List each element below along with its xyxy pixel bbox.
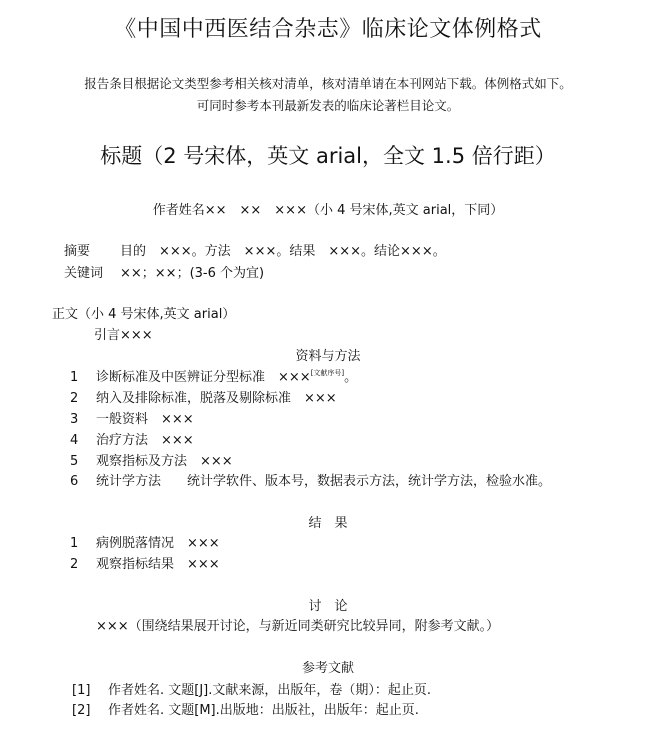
item-text: 纳入及排除标准，脱落及剔除标准 ××× <box>96 391 337 406</box>
intro-line-1: 报告条目根据论文类型参考相关核对清单，核对清单请在本刊网站下载。体例格式如下。 <box>84 76 572 91</box>
item-number: 4 <box>70 433 79 448</box>
reference-text: 作者姓名. 文题[J].文献来源，出版年，卷（期）：起止页. <box>108 683 432 698</box>
item-text: 一般资料 ××× <box>96 412 194 427</box>
item-text: 病例脱落情况 ××× <box>96 536 220 551</box>
preface-text: 引言××× <box>94 328 153 343</box>
discussion-heading: 讨 论 <box>308 599 348 614</box>
reference-number: [1] <box>72 683 91 698</box>
item-text: 诊断标准及中医辨证分型标准 ××× <box>96 370 311 385</box>
list-item <box>70 429 194 448</box>
list-item <box>70 366 357 385</box>
author-line: 作者姓名×× ×× ×××（小 4 号宋体,英文 arial，下同） <box>152 203 504 218</box>
intro-line-2: 可同时参考本刊最新发表的临床论著栏目论文。 <box>196 98 460 113</box>
body-label: 正文（小 4 号宋体,英文 arial） <box>52 307 236 322</box>
item-text: 治疗方法 ××× <box>96 433 194 448</box>
item-tail: 。 <box>344 370 358 385</box>
paper-title-format: 标题（2 号宋体，英文 arial，全文 1.5 倍行距） <box>100 144 556 168</box>
item-number: 2 <box>70 557 79 572</box>
list-item <box>70 450 233 469</box>
keywords-text: ××；××；(3-6 个为宜) <box>120 266 265 281</box>
references-heading: 参考文献 <box>301 661 354 676</box>
abstract-text: 目的 ×××。方法 ×××。结果 ×××。结论×××。 <box>120 244 446 259</box>
page-title: 《中国中西医结合杂志》临床论文体例格式 <box>114 17 542 42</box>
reference-text: 作者姓名. 文题[M].出版地：出版社，出版年：起止页. <box>108 703 419 718</box>
list-item <box>70 470 551 489</box>
methods-heading: 资料与方法 <box>295 349 361 364</box>
list-item <box>70 553 220 572</box>
keywords-label: 关键词 <box>64 266 104 281</box>
item-text: 统计学方法 统计学软件、版本号，数据表示方法，统计学方法，检验水准。 <box>96 474 552 489</box>
list-item <box>70 387 337 406</box>
list-item <box>70 408 194 427</box>
list-item <box>70 532 220 551</box>
reference-item <box>72 699 419 718</box>
reference-marker: [文献序号] <box>310 369 345 377</box>
item-number: 5 <box>70 454 79 469</box>
results-heading: 结 果 <box>308 516 348 531</box>
item-number: 1 <box>70 370 79 385</box>
item-number: 1 <box>70 536 79 551</box>
discussion-text: ×××（围绕结果展开讨论，与新近同类研究比较异同，附参考文献。） <box>96 619 500 634</box>
reference-item <box>72 679 431 698</box>
reference-number: [2] <box>72 703 91 718</box>
item-number: 3 <box>70 412 79 427</box>
item-text: 观察指标结果 ××× <box>96 557 220 572</box>
item-text: 观察指标及方法 ××× <box>96 454 233 469</box>
item-number: 6 <box>70 474 79 489</box>
item-number: 2 <box>70 391 79 406</box>
abstract-label: 摘要 <box>64 244 91 259</box>
